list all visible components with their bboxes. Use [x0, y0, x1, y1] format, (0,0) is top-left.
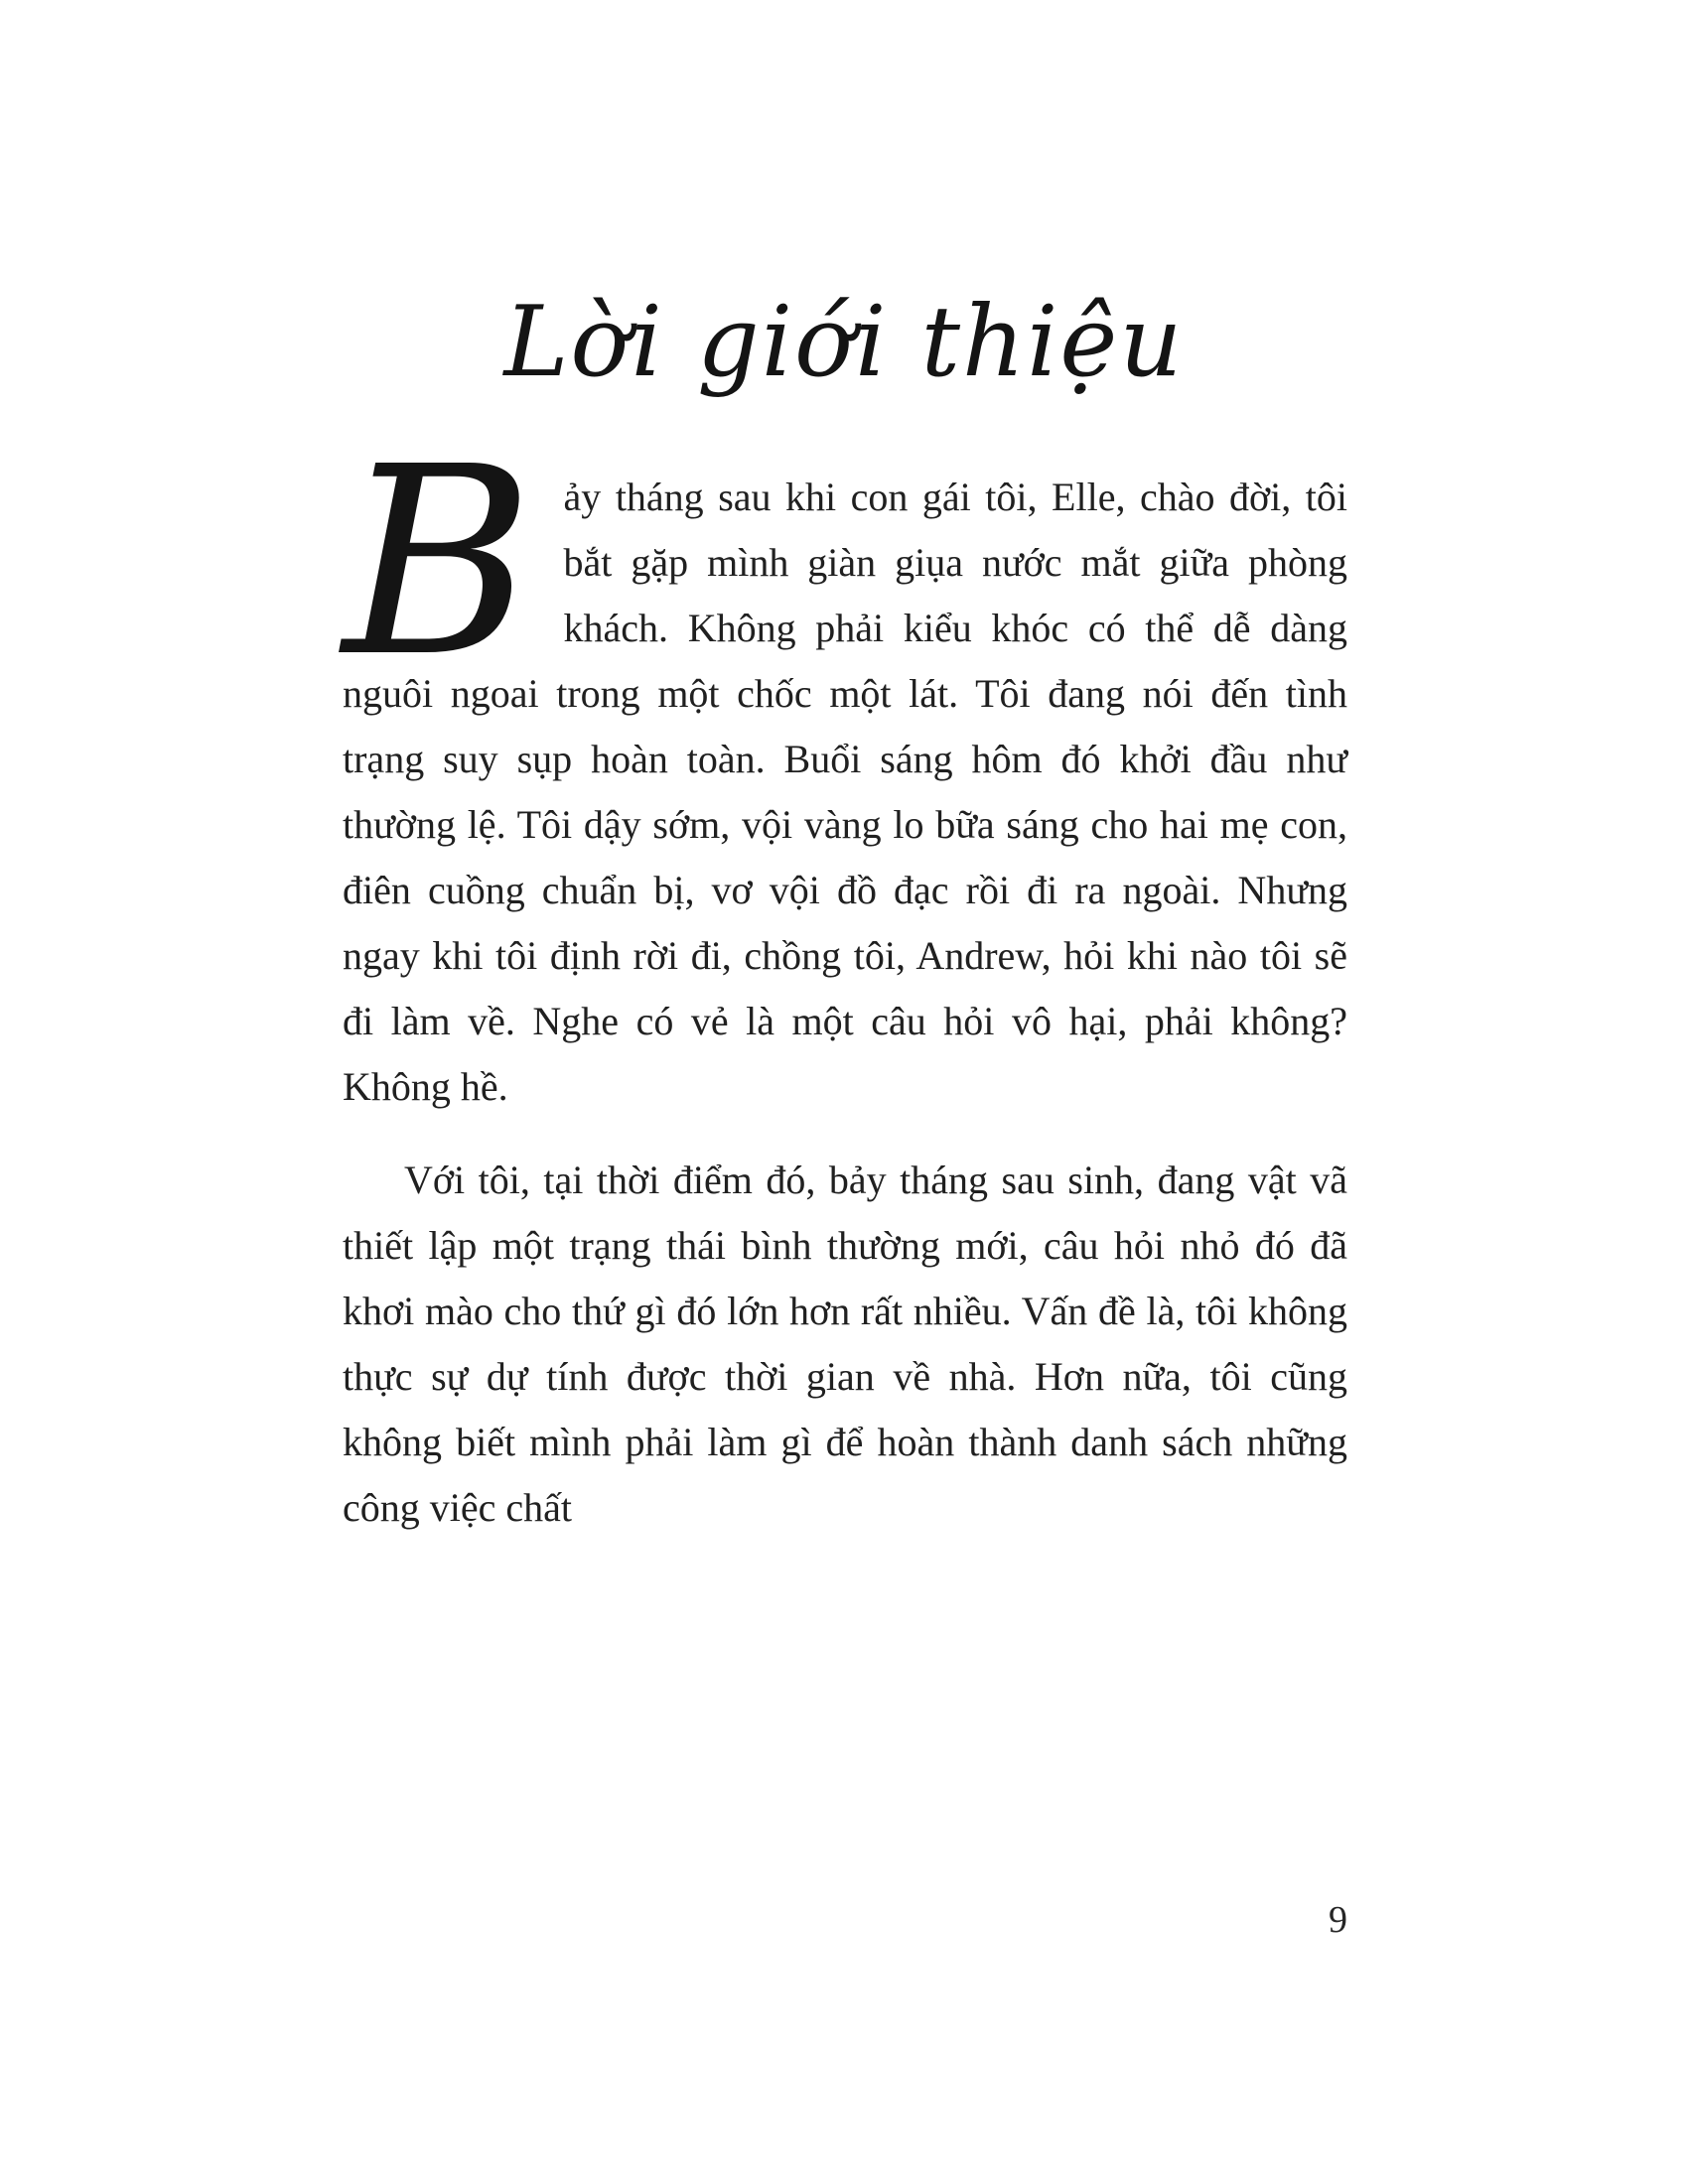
paragraph-first-text: ảy tháng sau khi con gái tôi, Elle, chào đời, tôi bắt gặp mình giàn giụa nước mắt giữa phòng khách. Không phải kiểu khóc có thể dễ dàng nguôi ngoai trong một chốc một lát. Tôi đang nói đến tình trạng suy sụp hoàn toàn. Buổi sáng hôm đó khởi đầu như thường lệ. Tôi dậy sớm, vội vàng lo bữa sáng cho hai mẹ con, điên cuồng chuẩn bị, vơ vội đồ đạc rồi đi ra ngoài. Nhưng ngay khi tôi định rời đi, chồng tôi, Andrew, hỏi khi nào tôi sẽ đi làm về. Nghe có vẻ là một câu hỏi vô hại, phải không? Không hề.: [343, 475, 1347, 1109]
paragraph-second: Với tôi, tại thời điểm đó, bảy tháng sau sinh, đang vật vã thiết lập một trạng thái bình thường mới, câu hỏi nhỏ đó đã khơi mào cho thứ gì đó lớn hơn rất nhiều. Vấn đề là, tôi không thực sự dự tính được thời gian về nhà. Hơn nữa, tôi cũng không biết mình phải làm gì để hoàn thành danh sách những công việc chất: [343, 1158, 1347, 1530]
body-text-block: [343, 411, 1347, 1541]
paragraph-first: [343, 411, 1347, 1120]
page-number: 9: [1329, 1899, 1347, 1941]
drop-cap: B: [343, 411, 534, 714]
chapter-title: Lời giới thiệu: [503, 286, 1185, 399]
